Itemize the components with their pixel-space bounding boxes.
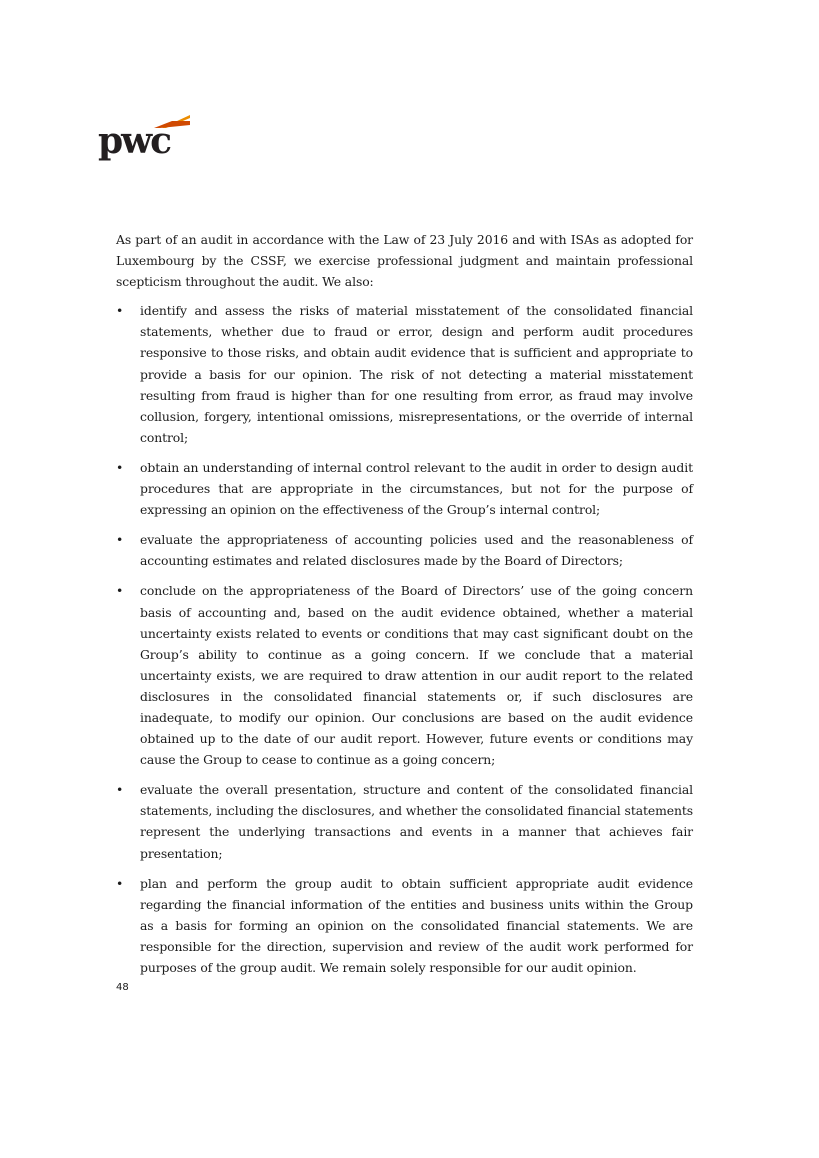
bullet-icon: •	[116, 782, 124, 798]
list-item	[116, 300, 693, 448]
list-item-text: evaluate the appropriateness of accounting policies used and the reasonableness of accounting estimates and related disclosures made by the Board of Directors;	[140, 532, 693, 569]
list-item-text: plan and perform the group audit to obtain sufficient appropriate audit evidence regarding the financial information of the entities and business units within the Group as a basis for forming an opinion on the consolidated financial statements. We are responsible for the direction, supervision and review of the audit work performed for purposes of the group audit. We remain solely responsible for our audit opinion.	[140, 875, 693, 975]
document-body	[116, 229, 693, 987]
bullet-icon: •	[116, 303, 124, 319]
list-item	[116, 873, 693, 978]
audit-procedures-list	[116, 300, 693, 978]
list-item	[116, 529, 693, 571]
bullet-icon: •	[116, 583, 124, 599]
bullet-icon: •	[116, 459, 124, 475]
list-item-text: obtain an understanding of internal control relevant to the audit in order to design audit procedures that are appropriate in the circumstances, but not for the purpose of expressing an opinion on the effectiveness of the Group’s internal control;	[140, 459, 693, 518]
list-item-text: conclude on the appropriateness of the Board of Directors’ use of the going concern basis of accounting and, based on the audit evidence obtained, whether a material uncertainty exists related to events or conditions that may cast significant doubt on the Group’s ability to continue as a going concern. If we conclude that a material uncertainty exists, we are required to draw attention in our audit report to the related disclosures in the consolidated financial statements or, if such disclosures are inadequate, to modify our opinion. Our conclusions are based on the audit evidence obtained up to the date of our audit report. However, future events or conditions may cause the Group to cease to continue as a going concern;	[140, 583, 693, 768]
bullet-icon: •	[116, 875, 124, 891]
logo-text: pwc	[98, 120, 171, 162]
list-item-text: evaluate the overall presentation, structure and content of the consolidated financial statements, including the disclosures, and whether the consolidated financial statements represent the underlying transactions and events in a manner that achieves fair presentation;	[140, 782, 693, 861]
pwc-logo	[98, 112, 198, 167]
page-number: 48	[116, 982, 129, 993]
list-item	[116, 457, 693, 520]
list-item-text: identify and assess the risks of material misstatement of the consolidated financial statements, whether due to fraud or error, design and perform audit procedures responsive to those risks, and obtain audit evidence that is sufficient and appropriate to provide a basis for our opinion. The risk of not detecting a material misstatement resulting from fraud is higher than for one resulting from error, as fraud may involve collusion, forgery, intentional omissions, misrepresentations, or the override of internal control;	[140, 303, 693, 445]
list-item	[116, 580, 693, 770]
intro-paragraph: As part of an audit in accordance with the Law of 23 July 2016 and with ISAs as adopted for Luxembourg by the CSSF, we exercise professional judgment and maintain professional scepticism throughout the audit. We also:	[116, 232, 693, 290]
list-item	[116, 779, 693, 863]
bullet-icon: •	[116, 532, 124, 548]
